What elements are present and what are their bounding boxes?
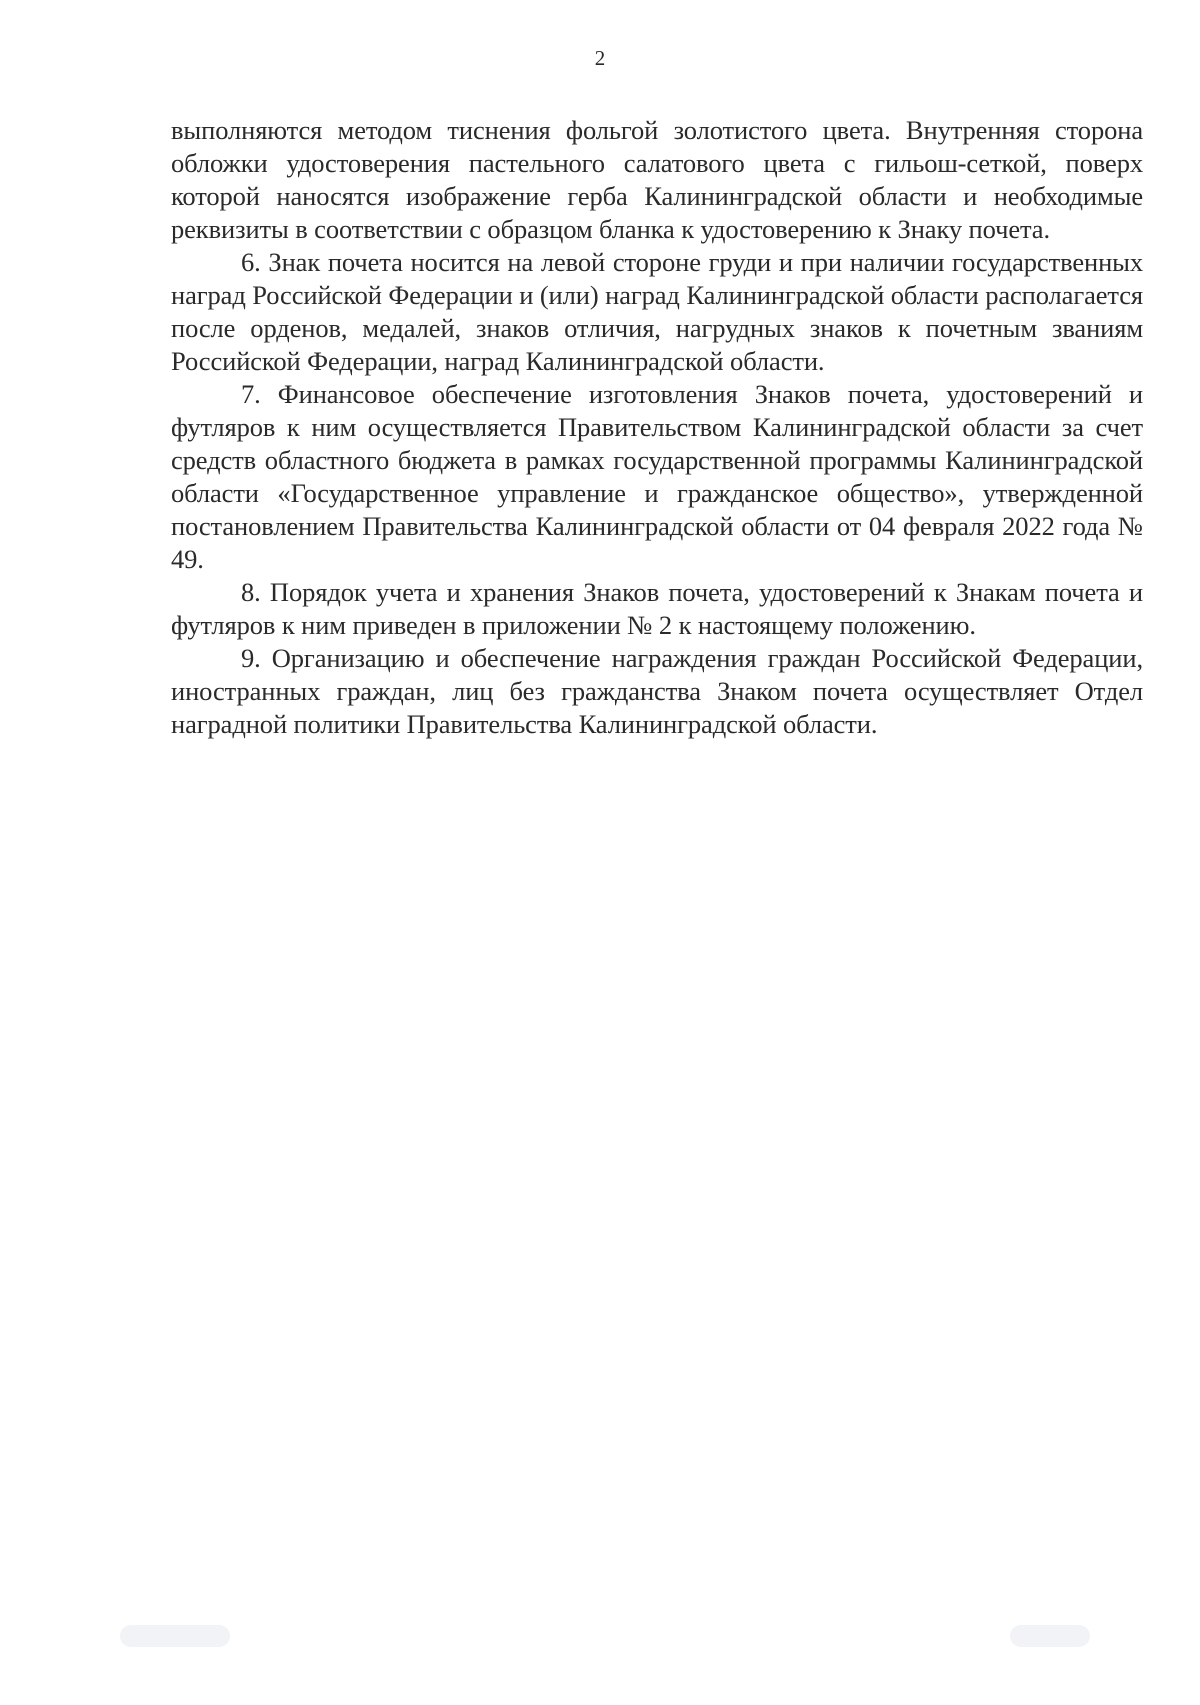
page-number: 2 <box>594 46 606 70</box>
scan-artifact <box>120 1625 230 1647</box>
paragraph-item-9: 9. Организацию и обеспечение награждения граждан Российской Федерации, иностранных граждан, лиц без гражданства Знаком почета осуществляет Отдел наградной политики Правительства Калининградской области. <box>171 643 1143 739</box>
document-body <box>171 114 1143 741</box>
paragraph-item-7: 7. Финансовое обеспечение изготовления Знаков почета, удостоверений и футляров к ним осуществляется Правительством Калининградской области за счет средств областного бюджета в рамках государственной программы Калининградской области «Государственное управление и гражданское общество», утвержденной постановлением Правительства Калининградской области от 04 февраля 2022 года № 49. <box>171 379 1143 574</box>
scan-artifact <box>1010 1625 1090 1647</box>
paragraph-item-6: 6. Знак почета носится на левой стороне груди и при наличии государственных наград Российской Федерации и (или) наград Калининградской области располагается после орденов, медалей, знаков отличия, нагрудных знаков к почетным званиям Российской Федерации, наград Калининградской области. <box>171 247 1143 376</box>
paragraph-continuation: выполняются методом тиснения фольгой золотистого цвета. Внутренняя сторона обложки удостоверения пастельного салатового цвета с гильош-сеткой, поверх которой наносятся изображение герба Калининградской области и необходимые реквизиты в соответствии с образцом бланка к удостоверению к Знаку почета. <box>171 115 1143 244</box>
paragraph-item-8: 8. Порядок учета и хранения Знаков почета, удостоверений к Знакам почета и футляров к ним приведен в приложении № 2 к настоящему положению. <box>171 577 1143 640</box>
